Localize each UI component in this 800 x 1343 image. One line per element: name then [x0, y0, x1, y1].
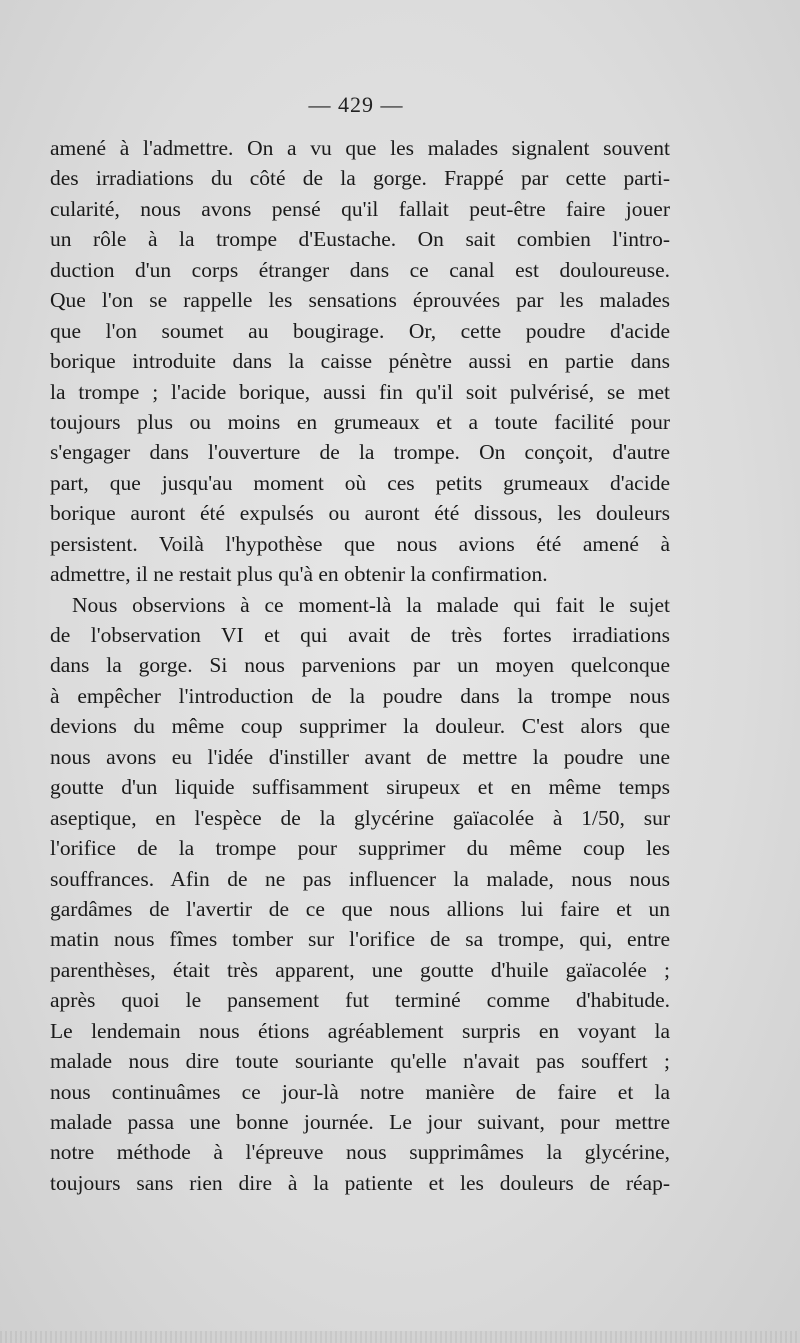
page-bottom-edge — [0, 1331, 800, 1343]
text-line: aseptique, en l'espèce de la glycérine gaïacolée à 1/50, sur — [50, 805, 670, 830]
text-line: borique introduite dans la caisse pénètre aussi en partie dans — [50, 349, 670, 374]
text-line: à empêcher l'introduction de la poudre dans la trompe nous — [50, 683, 670, 708]
text-line: malade passa une bonne journée. Le jour suivant, pour mettre — [50, 1110, 670, 1134]
body-text — [50, 133, 670, 1198]
text-line: admettre, il ne restait plus qu'à en obtenir la confirmation. — [50, 562, 548, 587]
text-line: Le lendemain nous étions agréablement surpris en voyant la — [50, 1018, 670, 1043]
text-line: persistent. Voilà l'hypothèse que nous avions été amené à — [50, 531, 670, 556]
text-line: borique auront été expulsés ou auront été dissous, les douleurs — [50, 501, 670, 526]
text-line: toujours plus ou moins en grumeaux et a toute facilité pour — [50, 409, 670, 434]
text-line: amené à l'admettre. On a vu que les malades signalent souvent — [50, 136, 670, 160]
text-line: l'orifice de la trompe pour supprimer du même coup les — [50, 836, 670, 861]
text-line: parenthèses, était très apparent, une goutte d'huile gaïacolée ; — [50, 957, 670, 982]
text-line: un rôle à la trompe d'Eustache. On sait combien l'intro- — [50, 227, 670, 252]
text-line: devions du même coup supprimer la douleur. C'est alors que — [50, 714, 670, 739]
text-line: nous continuâmes ce jour-là notre manière de faire et la — [50, 1079, 670, 1104]
text-line: dans la gorge. Si nous parvenions par un moyen quelconque — [50, 653, 670, 678]
text-line: matin nous fîmes tomber sur l'orifice de sa trompe, qui, entre — [50, 927, 670, 952]
text-line: après quoi le pansement fut terminé comme d'habitude. — [50, 988, 670, 1013]
text-line: malade nous dire toute souriante qu'elle n'avait pas souffert ; — [50, 1049, 670, 1074]
text-line: s'engager dans l'ouverture de la trompe. On conçoit, d'autre — [50, 440, 670, 465]
text-line: gardâmes de l'avertir de ce que nous allions lui faire et un — [50, 896, 670, 921]
text-line: que l'on soumet au bougirage. Or, cette poudre d'acide — [50, 318, 670, 343]
text-line: nous avons eu l'idée d'instiller avant de mettre la poudre une — [50, 744, 670, 769]
text-line: Que l'on se rappelle les sensations éprouvées par les malades — [50, 288, 670, 313]
text-line: Nous observions à ce moment-là la malade qui fait le sujet — [72, 592, 670, 617]
text-line: la trompe ; l'acide borique, aussi fin qu'il soit pulvérisé, se met — [50, 379, 670, 404]
text-line: cularité, nous avons pensé qu'il fallait peut-être faire jouer — [50, 196, 670, 221]
text-line: de l'observation VI et qui avait de très fortes irradiations — [50, 623, 670, 647]
page-number: — 429 — — [308, 92, 404, 117]
text-line: souffrances. Afin de ne pas influencer la malade, nous nous — [50, 866, 670, 891]
text-line: notre méthode à l'épreuve nous supprimâmes la glycérine, — [50, 1140, 670, 1165]
text-line: goutte d'un liquide suffisamment sirupeux et en même temps — [50, 775, 670, 800]
text-line: toujours sans rien dire à la patiente et les douleurs de réap- — [50, 1170, 670, 1195]
text-line: des irradiations du côté de la gorge. Frappé par cette parti- — [50, 166, 670, 191]
text-line: duction d'un corps étranger dans ce canal est douloureuse. — [50, 257, 670, 282]
text-line: part, que jusqu'au moment où ces petits grumeaux d'acide — [50, 470, 670, 495]
